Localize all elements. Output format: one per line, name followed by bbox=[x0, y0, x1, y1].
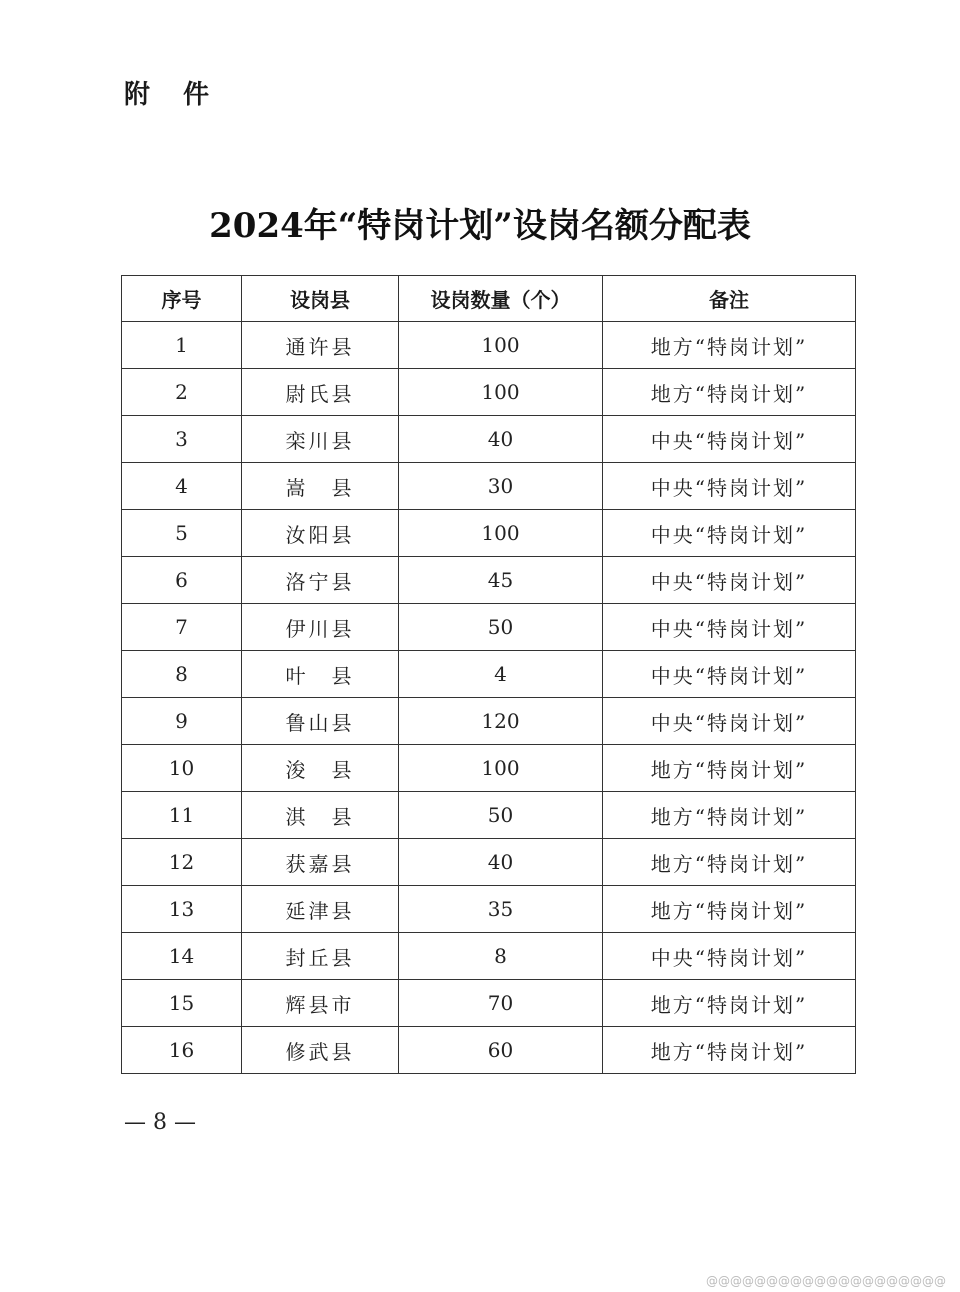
table-row bbox=[122, 651, 856, 698]
row-county: 延津县 bbox=[242, 886, 399, 933]
row-index: 3 bbox=[122, 416, 242, 463]
row-index: 16 bbox=[122, 1027, 242, 1074]
row-county: 封丘县 bbox=[242, 933, 399, 980]
row-county: 嵩 县 bbox=[242, 463, 399, 510]
row-note: 地方“特岗计划” bbox=[603, 369, 856, 416]
row-county: 淇 县 bbox=[242, 792, 399, 839]
row-note: 地方“特岗计划” bbox=[603, 886, 856, 933]
row-note: 中央“特岗计划” bbox=[603, 510, 856, 557]
row-note: 地方“特岗计划” bbox=[603, 322, 856, 369]
row-index: 6 bbox=[122, 557, 242, 604]
table-row bbox=[122, 1027, 856, 1074]
row-quota: 60 bbox=[399, 1027, 603, 1074]
table-row bbox=[122, 839, 856, 886]
table-row bbox=[122, 886, 856, 933]
row-county: 洛宁县 bbox=[242, 557, 399, 604]
row-index: 10 bbox=[122, 745, 242, 792]
row-quota: 40 bbox=[399, 416, 603, 463]
document-title: 2024年“特岗计划”设岗名额分配表 bbox=[209, 206, 751, 246]
watermark: @@@@@@@@@@@@@@@@@@@@ bbox=[706, 1274, 946, 1288]
row-county: 叶 县 bbox=[242, 651, 399, 698]
header-county: 设岗县 bbox=[242, 276, 399, 322]
row-quota: 70 bbox=[399, 980, 603, 1027]
row-county: 修武县 bbox=[242, 1027, 399, 1074]
row-note: 地方“特岗计划” bbox=[603, 980, 856, 1027]
row-index: 4 bbox=[122, 463, 242, 510]
row-note: 地方“特岗计划” bbox=[603, 839, 856, 886]
table-row bbox=[122, 604, 856, 651]
table-row bbox=[122, 557, 856, 604]
row-quota: 45 bbox=[399, 557, 603, 604]
header-index: 序号 bbox=[122, 276, 242, 322]
row-index: 13 bbox=[122, 886, 242, 933]
row-quota: 35 bbox=[399, 886, 603, 933]
row-note: 地方“特岗计划” bbox=[603, 1027, 856, 1074]
row-county: 获嘉县 bbox=[242, 839, 399, 886]
table-row bbox=[122, 792, 856, 839]
page-number: — 8 — bbox=[124, 1110, 196, 1135]
row-quota: 50 bbox=[399, 792, 603, 839]
row-quota: 100 bbox=[399, 745, 603, 792]
table-row bbox=[122, 416, 856, 463]
allocation-table bbox=[121, 275, 856, 1074]
row-index: 1 bbox=[122, 322, 242, 369]
row-quota: 50 bbox=[399, 604, 603, 651]
header-quota: 设岗数量（个） bbox=[399, 276, 603, 322]
row-index: 15 bbox=[122, 980, 242, 1027]
row-index: 12 bbox=[122, 839, 242, 886]
row-note: 中央“特岗计划” bbox=[603, 651, 856, 698]
header-note: 备注 bbox=[603, 276, 856, 322]
table-row bbox=[122, 510, 856, 557]
row-note: 中央“特岗计划” bbox=[603, 933, 856, 980]
row-note: 中央“特岗计划” bbox=[603, 463, 856, 510]
table-body bbox=[122, 322, 856, 1074]
row-index: 11 bbox=[122, 792, 242, 839]
row-note: 中央“特岗计划” bbox=[603, 698, 856, 745]
row-note: 中央“特岗计划” bbox=[603, 557, 856, 604]
row-quota: 120 bbox=[399, 698, 603, 745]
row-note: 地方“特岗计划” bbox=[603, 792, 856, 839]
table-row bbox=[122, 980, 856, 1027]
row-county: 鲁山县 bbox=[242, 698, 399, 745]
row-note: 中央“特岗计划” bbox=[603, 416, 856, 463]
row-county: 汝阳县 bbox=[242, 510, 399, 557]
row-county: 尉氏县 bbox=[242, 369, 399, 416]
row-index: 5 bbox=[122, 510, 242, 557]
table-row bbox=[122, 933, 856, 980]
row-index: 8 bbox=[122, 651, 242, 698]
row-county: 浚 县 bbox=[242, 745, 399, 792]
table-row bbox=[122, 463, 856, 510]
row-index: 9 bbox=[122, 698, 242, 745]
row-note: 中央“特岗计划” bbox=[603, 604, 856, 651]
row-note: 地方“特岗计划” bbox=[603, 745, 856, 792]
table-row bbox=[122, 745, 856, 792]
table-row bbox=[122, 698, 856, 745]
row-quota: 30 bbox=[399, 463, 603, 510]
table-row bbox=[122, 322, 856, 369]
row-quota: 100 bbox=[399, 369, 603, 416]
row-index: 14 bbox=[122, 933, 242, 980]
row-county: 伊川县 bbox=[242, 604, 399, 651]
attachment-label: 附 件 bbox=[124, 80, 222, 110]
row-quota: 40 bbox=[399, 839, 603, 886]
row-county: 栾川县 bbox=[242, 416, 399, 463]
row-index: 2 bbox=[122, 369, 242, 416]
row-quota: 100 bbox=[399, 322, 603, 369]
row-quota: 8 bbox=[399, 933, 603, 980]
row-quota: 4 bbox=[399, 651, 603, 698]
table-row bbox=[122, 369, 856, 416]
row-quota: 100 bbox=[399, 510, 603, 557]
row-county: 通许县 bbox=[242, 322, 399, 369]
table-header-row bbox=[122, 276, 856, 322]
row-county: 辉县市 bbox=[242, 980, 399, 1027]
row-index: 7 bbox=[122, 604, 242, 651]
